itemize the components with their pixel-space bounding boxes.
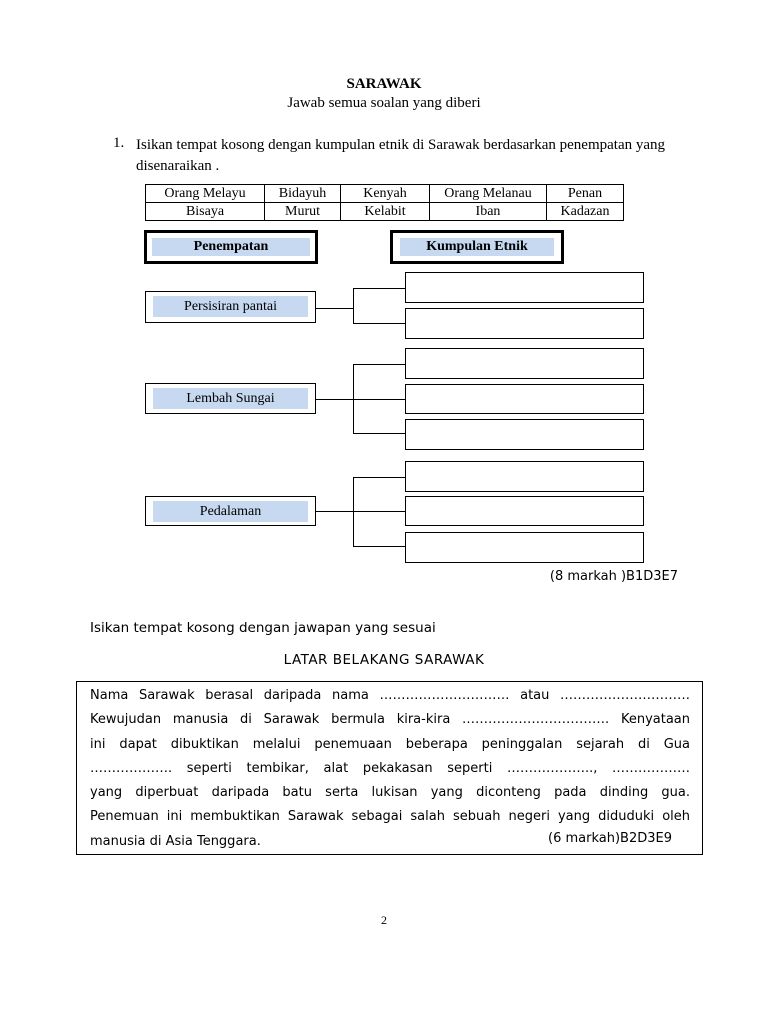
ethnic-group-table bbox=[145, 184, 624, 221]
connector-line bbox=[353, 546, 405, 547]
question-text: Isikan tempat kosong dengan kumpulan etnik di Sarawak berdasarkan penempatan yang disenaraikan . bbox=[136, 137, 666, 174]
table-cell: Murut bbox=[265, 203, 341, 221]
location-pedalaman bbox=[145, 496, 316, 526]
connector-line bbox=[316, 511, 354, 512]
table-cell: Penan bbox=[547, 185, 624, 203]
header-penempatan-label: Penempatan bbox=[152, 238, 310, 256]
section-heading: LATAR BELAKANG SARAWAK bbox=[283, 652, 485, 668]
header-penempatan bbox=[144, 230, 318, 264]
connector-line bbox=[316, 399, 354, 400]
connector-line bbox=[353, 477, 354, 547]
connector-line bbox=[353, 364, 405, 365]
answer-box[interactable] bbox=[405, 348, 644, 379]
passage-text bbox=[90, 684, 690, 854]
answer-box[interactable] bbox=[405, 496, 644, 526]
table-cell: Orang Melanau bbox=[430, 185, 547, 203]
connector-line bbox=[353, 433, 405, 434]
marks-label: (8 markah )B1D3E7 bbox=[549, 569, 678, 584]
answer-box[interactable] bbox=[405, 419, 644, 450]
connector-line bbox=[353, 288, 405, 289]
answer-box[interactable] bbox=[405, 532, 644, 563]
table-cell: Kenyah bbox=[341, 185, 430, 203]
connector-line bbox=[353, 323, 405, 324]
table-cell: Kelabit bbox=[341, 203, 430, 221]
passage-line: Nama Sarawak berasal daripada nama ………………………… atau ………………………… bbox=[90, 688, 690, 703]
answer-box[interactable] bbox=[405, 308, 644, 339]
table-row bbox=[146, 203, 624, 221]
location-persisiran-pantai bbox=[145, 291, 316, 323]
connector-line bbox=[353, 288, 354, 324]
passage-line: Kewujudan manusia di Sarawak bermula kira-kira ……………………………. Kenyataan bbox=[90, 712, 690, 728]
table-cell: Iban bbox=[430, 203, 547, 221]
passage-line: Penemuan ini membuktikan Sarawak sebagai salah sebuah negeri yang diduduki oleh bbox=[90, 809, 690, 825]
answer-box[interactable] bbox=[405, 272, 644, 303]
passage-line: manusia di Asia Tenggara. bbox=[90, 833, 261, 849]
marks-label: (6 markah)B2D3E9 bbox=[548, 831, 672, 846]
connector-line bbox=[353, 399, 405, 400]
instruction-text: Isikan tempat kosong dengan jawapan yang sesuai bbox=[90, 620, 436, 636]
connector-line bbox=[316, 308, 354, 309]
location-lembah-sungai bbox=[145, 383, 316, 414]
table-cell: Bidayuh bbox=[265, 185, 341, 203]
passage-line: ini dapat dibuktikan melalui penemuaan beberapa peninggalan sejarah di Gua bbox=[90, 736, 690, 752]
header-kumpulan-etnik bbox=[390, 230, 564, 264]
page-subtitle: Jawab semua soalan yang diberi bbox=[287, 95, 481, 111]
location-label: Lembah Sungai bbox=[153, 388, 308, 409]
page-title: SARAWAK bbox=[346, 76, 422, 92]
passage-line: yang diperbuat daripada batu serta lukisan yang diconteng pada dinding gua. bbox=[90, 785, 690, 801]
answer-box[interactable] bbox=[405, 384, 644, 414]
table-cell: Bisaya bbox=[146, 203, 265, 221]
table-cell: Kadazan bbox=[547, 203, 624, 221]
question-number: 1. bbox=[113, 135, 125, 151]
connector-line bbox=[353, 511, 405, 512]
page-number: 2 bbox=[381, 913, 387, 927]
answer-box[interactable] bbox=[405, 461, 644, 492]
passage-line: ………………. seperti tembikar, alat pekakasan seperti ……………….., ……………… bbox=[90, 760, 690, 776]
header-kumpulan-etnik-label: Kumpulan Etnik bbox=[400, 238, 554, 256]
table-row bbox=[146, 185, 624, 203]
location-label: Pedalaman bbox=[153, 501, 308, 522]
table-cell: Orang Melayu bbox=[146, 185, 265, 203]
connector-line bbox=[353, 477, 405, 478]
location-label: Persisiran pantai bbox=[153, 296, 308, 317]
